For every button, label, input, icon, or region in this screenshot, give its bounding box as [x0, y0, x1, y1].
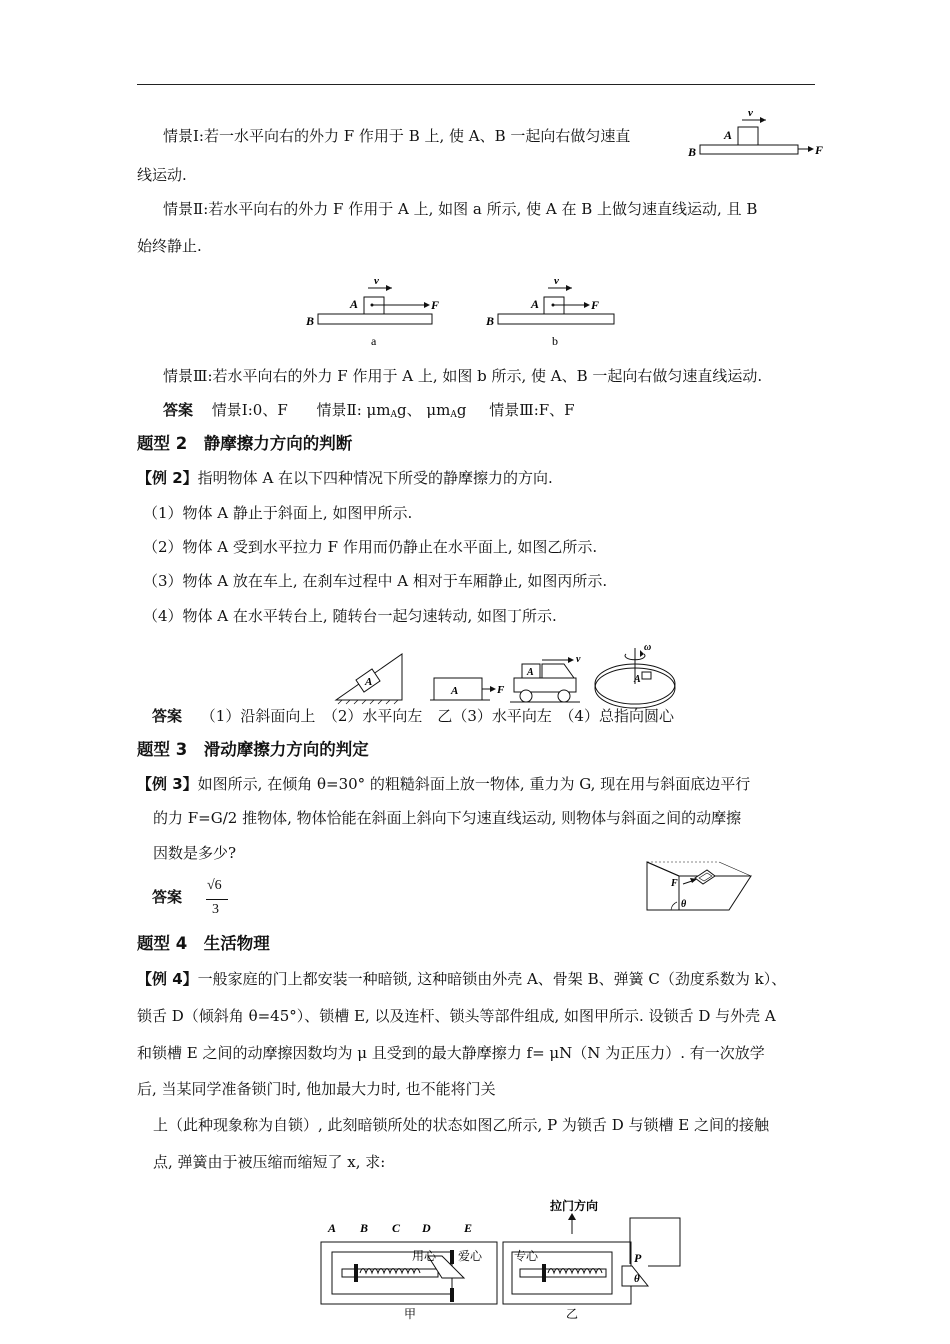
- figa-f-label: F: [431, 298, 440, 312]
- example-2-line: [137, 468, 553, 488]
- figa-a-label: A: [350, 297, 359, 311]
- figa-caption: a: [371, 334, 377, 348]
- fig1-a-label: A: [724, 128, 733, 142]
- intro-answer-sub-2: A: [450, 410, 457, 420]
- example-2-answer: [152, 706, 674, 726]
- fig-block-a-label: A: [451, 685, 459, 697]
- lock-text-zhuanxin: 专心: [514, 1249, 539, 1263]
- intro-answer-part-1: 情景Ⅰ:0、F: [211, 401, 288, 419]
- scenario-2-line-2: 始终静止.: [137, 237, 202, 255]
- topic-2-title: 题型 2 静摩擦力方向的判断: [137, 434, 353, 453]
- example-3-answer-denominator: 3: [212, 902, 219, 917]
- figb-v-label: v: [554, 275, 559, 287]
- example-2-item-3: （3）物体 A 放在车上, 在刹车过程中 A 相对于车厢静止, 如图丙所示.: [143, 572, 608, 590]
- example-2-item-1: （1）物体 A 静止于斜面上, 如图甲所示.: [143, 504, 413, 522]
- fig1-b-label: B: [688, 145, 697, 159]
- fig-push-f-label: F: [671, 878, 678, 889]
- intro-answer-label: 答案: [163, 401, 194, 419]
- scenario-1-line-1: 情景Ⅰ:若一水平向右的外力 F 作用于 B 上, 使 A、B 一起向右做匀速直: [163, 127, 631, 145]
- example-2-item-2: （2）物体 A 受到水平拉力 F 作用而仍静止在水平面上, 如图乙所示.: [143, 538, 598, 556]
- example-3-answer-label: 答案: [152, 888, 183, 906]
- example-2-item-4: （4）物体 A 在水平转台上, 随转台一起匀速转动, 如图丁所示.: [143, 607, 557, 625]
- figa-b-label: B: [306, 314, 315, 328]
- fig-turntable-omega: ω: [644, 642, 652, 653]
- fig1-v-label: v: [748, 108, 753, 119]
- example-2-text: 指明物体 A 在以下四种情况下所受的静摩擦力的方向.: [197, 469, 553, 487]
- fig-cart-a-label: A: [527, 667, 534, 678]
- figure-incline-push: [643, 850, 755, 916]
- figa-v-label: v: [374, 275, 379, 287]
- example-4-line-6: 点, 弹簧由于被压缩而缩短了 x, 求:: [153, 1153, 386, 1171]
- fraction-bar: [206, 899, 228, 900]
- figb-f-label: F: [591, 298, 600, 312]
- example-2-answer-text: （1）沿斜面向上 （2）水平向左 乙（3）水平向左 （4）总指向圆心: [200, 707, 674, 725]
- example-3-answer-numerator: √6: [207, 878, 222, 893]
- fig1-f-label: F: [815, 143, 824, 157]
- header-rule: [137, 84, 815, 85]
- intro-answer-part-2-end: g: [456, 401, 467, 419]
- example-3-line-3: 因数是多少?: [153, 844, 237, 862]
- example-4-label: 【例 4】: [137, 970, 198, 988]
- example-4-line-2: 锁舌 D（倾斜角 θ=45°）、锁槽 E, 以及连杆、锁头等部件组成, 如图甲所示. 设锁舌 D 与外壳 A: [137, 1007, 776, 1025]
- lock-label-d: D: [422, 1221, 431, 1235]
- example-3-line-1: [137, 774, 750, 794]
- example-3-line-2: 的力 F=G/2 推物体, 物体恰能在斜面上斜向下匀速直线运动, 则物体与斜面之间的动摩擦: [153, 809, 742, 827]
- lock-label-p: P: [634, 1251, 642, 1265]
- example-2-label: 【例 2】: [137, 469, 198, 487]
- intro-answer-part-2-pre: 情景Ⅱ: μm: [316, 401, 391, 419]
- scenario-1-line-2: 线运动.: [137, 166, 187, 184]
- example-2-answer-label: 答案: [152, 707, 183, 725]
- lock-label-e: E: [464, 1221, 473, 1235]
- topic-3-title: 题型 3 滑动摩擦力方向的判定: [137, 740, 369, 759]
- scenario-2-line-1: 情景Ⅱ:若水平向右的外力 F 作用于 A 上, 如图 a 所示, 使 A 在 B 上做匀速直线运动, 且 B: [163, 200, 758, 218]
- scenario-3-line: 情景Ⅲ:若水平向右的外力 F 作用于 A 上, 如图 b 所示, 使 A、B 一起向右做匀速直线运动.: [163, 367, 763, 385]
- lock-text-yongxin: 用心: [412, 1249, 437, 1263]
- example-3-label: 【例 3】: [137, 775, 198, 793]
- figb-caption: b: [552, 334, 558, 348]
- intro-answer: [163, 400, 575, 425]
- lock-theta: θ: [634, 1273, 640, 1285]
- intro-answer-part-3: 情景Ⅲ:F、F: [489, 401, 575, 419]
- intro-answer-sub-1: A: [390, 410, 398, 420]
- lock-caption-yi: 乙: [566, 1307, 579, 1321]
- fig-block-f-label: F: [497, 684, 505, 696]
- lock-label-c: C: [392, 1221, 401, 1235]
- example-4-line-1: [137, 969, 786, 989]
- lock-pull-direction: 拉门方向: [550, 1199, 599, 1213]
- lock-label-a: A: [328, 1221, 337, 1235]
- fig-push-theta: θ: [681, 899, 687, 910]
- example-4-line-3: 和锁槽 E 之间的动摩擦因数均为 μ 且受到的最大静摩擦力 f= μN（N 为正压力）. 有一次放学: [137, 1044, 765, 1062]
- example-4-line-5: 上（此种现象称为自锁）, 此刻暗锁所处的状态如图乙所示, P 为锁舌 D 与锁槽 E 之间的接触: [153, 1116, 769, 1134]
- intro-answer-part-2-mid: g、 μm: [397, 401, 451, 419]
- example-4-line-4: 后, 当某同学准备锁门时, 他加最大力时, 也不能将门关: [137, 1080, 496, 1098]
- figure-lock: [316, 1192, 696, 1322]
- example-4-text-1: 一般家庭的门上都安装一种暗锁, 这种暗锁由外壳 A、骨架 B、弹簧 C（劲度系数为 k）、: [197, 970, 787, 988]
- fig-incline-a-label: A: [365, 676, 373, 688]
- figures-a-b: [300, 272, 630, 350]
- figb-b-label: B: [486, 314, 495, 328]
- fig-turntable-a-label: A: [634, 674, 641, 685]
- lock-caption-jia: 甲: [404, 1307, 417, 1321]
- lock-text-aixin: 爱心: [458, 1249, 483, 1263]
- fig-cart-v-label: v: [576, 654, 581, 665]
- example-3-text-1: 如图所示, 在倾角 θ=30° 的粗糙斜面上放一物体, 重力为 G, 现在用与斜面底边平行: [197, 775, 751, 793]
- figure-scenario-1: [680, 108, 830, 164]
- figb-a-label: A: [531, 297, 540, 311]
- topic-4-title: 题型 4 生活物理: [137, 934, 270, 953]
- lock-label-b: B: [360, 1221, 369, 1235]
